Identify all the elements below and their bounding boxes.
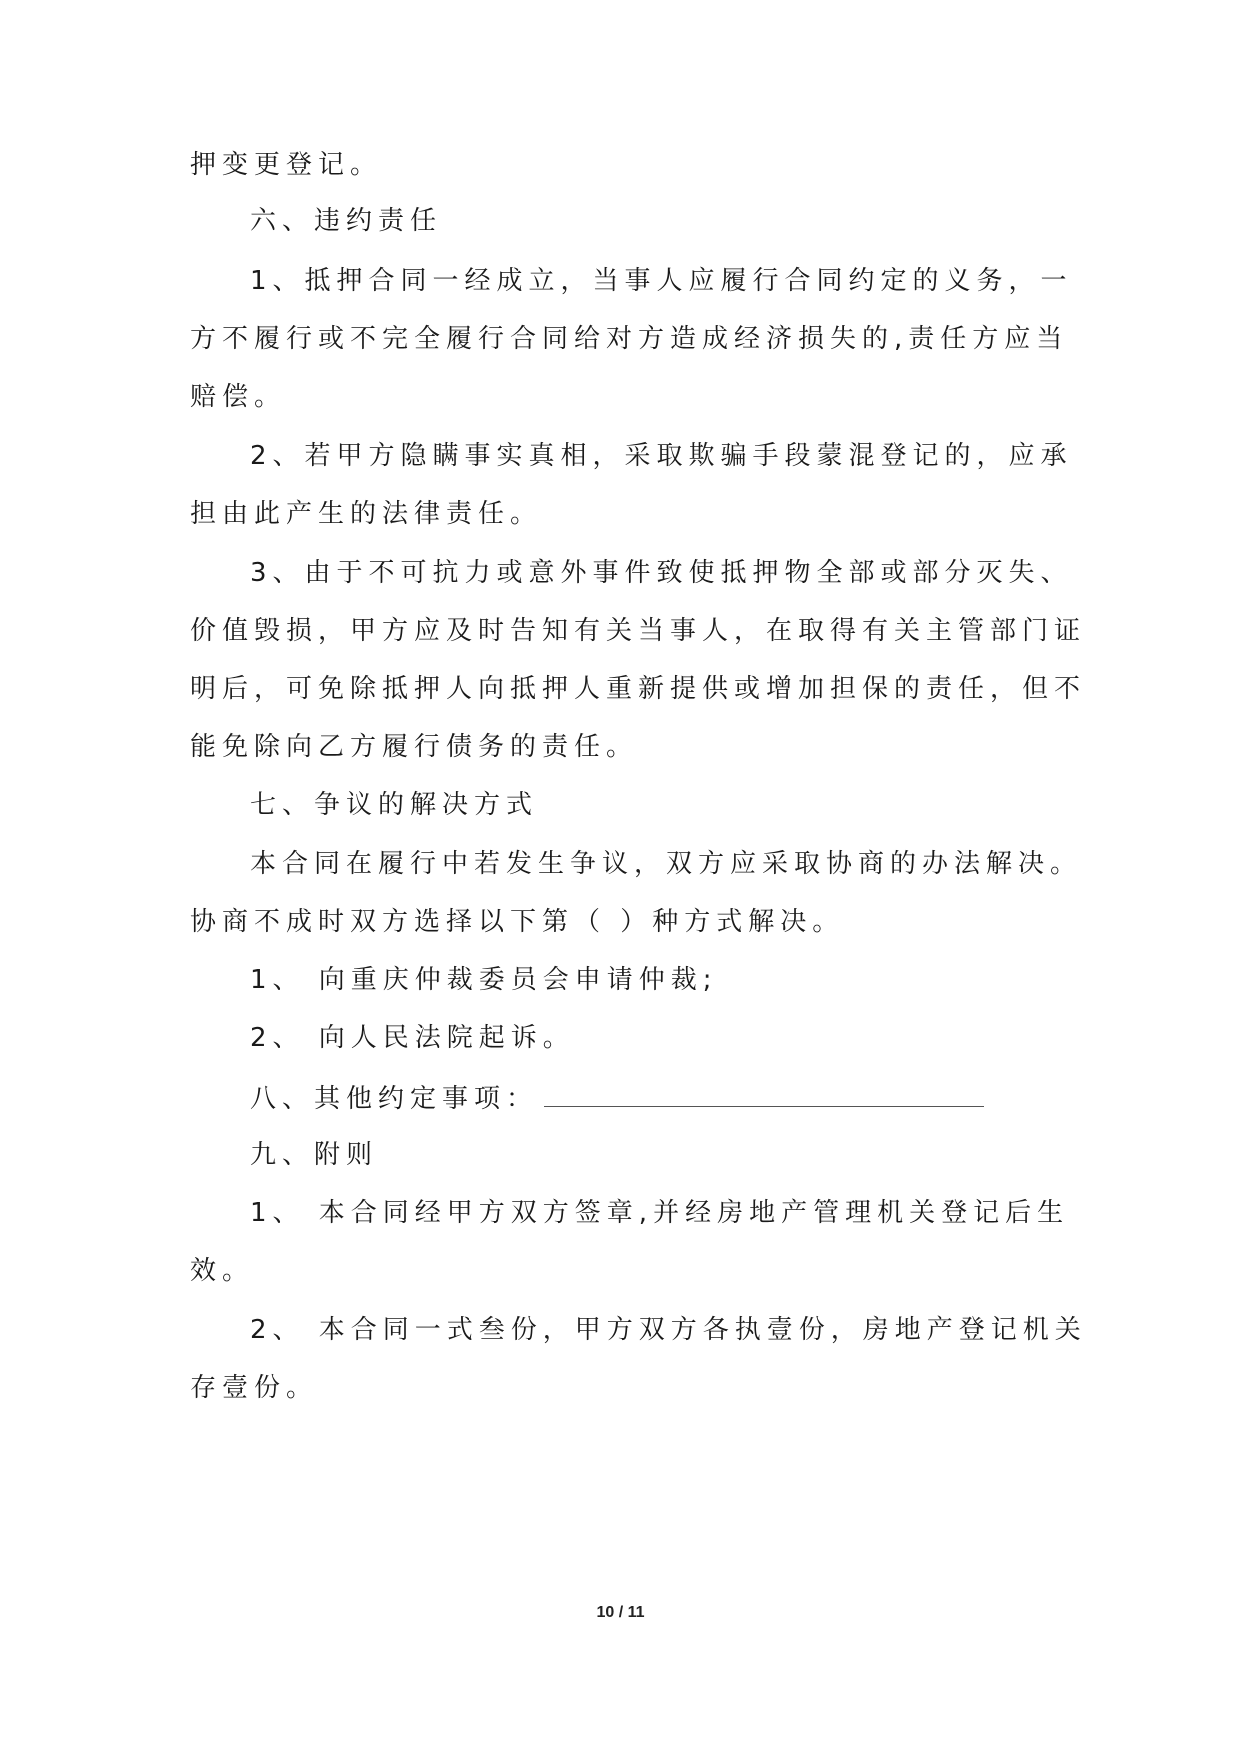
text-line: 1、抵押合同一经成立，当事人应履行合同约定的义务，一 [250,266,1073,296]
text-line: 效。 [190,1256,255,1286]
text-line: 价值毁损，甲方应及时告知有关当事人，在取得有关主管部门证 [190,616,1087,646]
text-line: 协商不成时双方选择以下第（ ）种方式解决。 [190,907,845,937]
text-line: 本合同在履行中若发生争议，双方应采取协商的办法解决。 [250,849,1083,879]
other-terms-label: 八、其他约定事项： [250,1084,539,1114]
text-line: 押变更登记。 [190,150,383,180]
text-line: 3、由于不可抗力或意外事件致使抵押物全部或部分灭失、 [250,558,1073,588]
text-line: 方不履行或不完全履行合同给对方造成经济损失的,责任方应当 [190,324,1069,354]
section-heading: 九、附则 [250,1140,379,1170]
text-line: 担由此产生的法律责任。 [190,499,543,529]
list-item: 2、 本合同一式叁份，甲方双方各执壹份，房地产登记机关 [250,1315,1087,1345]
section-heading: 七、争议的解决方式 [250,790,539,820]
fill-in-blank [544,1084,984,1107]
text-line: 明后，可免除抵押人向抵押人重新提供或增加担保的责任，但不 [190,674,1087,704]
page-number: 10 / 11 [596,1604,645,1621]
text-line: 存壹份。 [190,1373,319,1403]
list-item: 2、 向人民法院起诉。 [250,1023,575,1053]
text-line: 能免除向乙方履行债务的责任。 [190,732,639,762]
text-line: 2、若甲方隐瞒事实真相，采取欺骗手段蒙混登记的，应承 [250,441,1073,471]
text-line: 赔偿。 [190,382,287,412]
section-heading: 六、违约责任 [250,206,443,236]
list-item: 1、 本合同经甲方双方签章,并经房地产管理机关登记后生 [250,1198,1070,1228]
section-heading-other-terms [250,1084,984,1112]
list-item: 1、 向重庆仲裁委员会申请仲裁; [250,965,718,995]
